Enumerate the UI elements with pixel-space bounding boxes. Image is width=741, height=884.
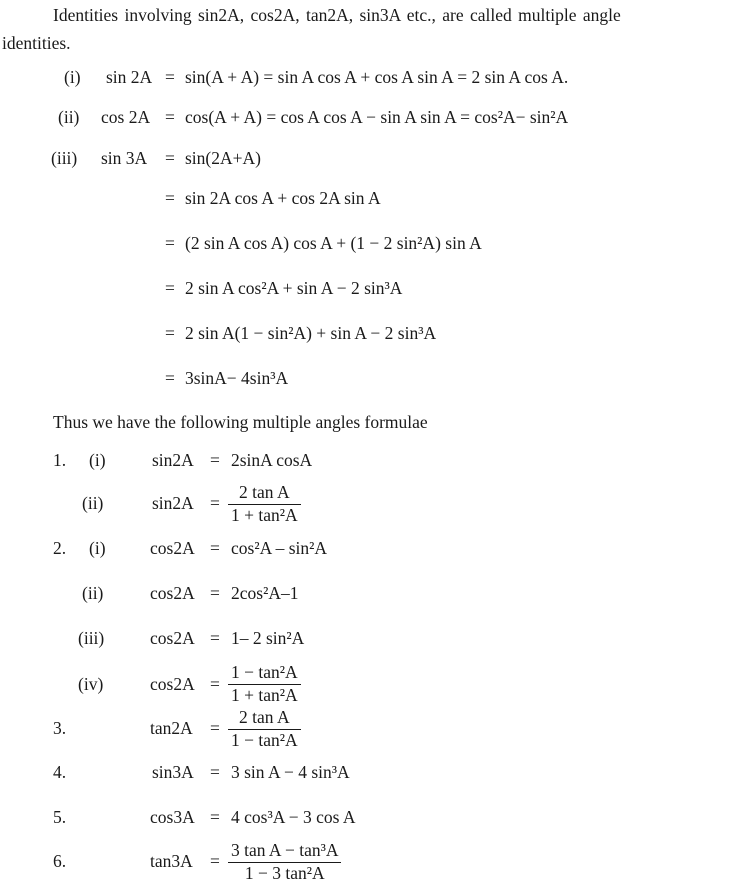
formula-lhs: cos3A — [150, 807, 195, 827]
formula-rhs: 4 cos³A − 3 cos A — [231, 807, 356, 827]
formula-number: 2. — [53, 538, 67, 558]
derivation-rhs: sin(A + A) = sin A cos A + cos A sin A = 2 sin A cos A. — [185, 67, 569, 87]
formula-sub-label: (i) — [89, 538, 106, 558]
summary-intro: Thus we have the following multiple angles formulae — [53, 412, 428, 432]
derivation-label: (iii) — [51, 148, 78, 168]
fraction-numerator: 2 tan A — [228, 484, 301, 505]
formula-lhs: tan2A — [150, 718, 193, 738]
formula-lhs: sin2A — [152, 493, 194, 513]
formula-equals: = — [210, 450, 220, 470]
derivation-equals: = — [165, 67, 175, 87]
formula-equals: = — [210, 807, 220, 827]
intro-line-2: identities. — [2, 33, 71, 53]
formula-lhs: sin2A — [152, 450, 194, 470]
formula-rhs: 1– 2 sin²A — [231, 628, 305, 648]
fraction-denominator: 1 − 3 tan²A — [244, 862, 325, 883]
formula-lhs: cos2A — [150, 583, 195, 603]
step-rhs: 3sinA− 4sin³A — [185, 368, 289, 388]
formula-sub-label: (iv) — [78, 674, 104, 694]
fraction-numerator: 3 tan A − tan³A — [228, 842, 341, 863]
step-rhs: 2 sin A(1 − sin²A) + sin A − 2 sin³A — [185, 323, 437, 343]
formula-number: 6. — [53, 851, 67, 871]
step-equals: = — [165, 233, 175, 253]
formula-fraction — [228, 484, 301, 524]
step-equals: = — [165, 278, 175, 298]
formula-lhs: tan3A — [150, 851, 193, 871]
derivation-rhs: cos(A + A) = cos A cos A − sin A sin A = cos²A− sin²A — [185, 107, 569, 127]
step-rhs: (2 sin A cos A) cos A + (1 − 2 sin²A) sin A — [185, 233, 482, 253]
formula-number: 5. — [53, 807, 67, 827]
formula-equals: = — [210, 628, 220, 648]
step-equals: = — [165, 368, 175, 388]
formula-rhs: 2sinA cosA — [231, 450, 313, 470]
formula-fraction — [228, 842, 341, 882]
formula-equals: = — [210, 851, 220, 871]
formula-sub-label: (ii) — [82, 583, 104, 603]
formula-lhs: cos2A — [150, 538, 195, 558]
formula-sub-label: (iii) — [78, 628, 105, 648]
formula-rhs: 3 sin A − 4 sin³A — [231, 762, 350, 782]
intro-line-1: Identities involving sin2A, cos2A, tan2A, sin3A etc., are called multiple angle — [53, 5, 621, 25]
derivation-rhs: sin(2A+A) — [185, 148, 261, 168]
derivation-equals: = — [165, 148, 175, 168]
formula-lhs: cos2A — [150, 674, 195, 694]
formula-number: 3. — [53, 718, 67, 738]
fraction-denominator: 1 + tan²A — [231, 684, 298, 705]
derivation-lhs: sin 2A — [106, 67, 153, 87]
formula-equals: = — [210, 583, 220, 603]
formula-equals: = — [210, 674, 220, 694]
step-equals: = — [165, 188, 175, 208]
derivation-label: (ii) — [58, 107, 80, 127]
formula-equals: = — [210, 762, 220, 782]
formula-fraction — [228, 709, 301, 749]
formula-equals: = — [210, 493, 220, 513]
fraction-denominator: 1 + tan²A — [231, 504, 298, 525]
formula-lhs: cos2A — [150, 628, 195, 648]
fraction-numerator: 2 tan A — [228, 709, 301, 730]
formula-number: 1. — [53, 450, 67, 470]
step-equals: = — [165, 323, 175, 343]
formula-lhs: sin3A — [152, 762, 194, 782]
formula-rhs: cos²A – sin²A — [231, 538, 328, 558]
step-rhs: 2 sin A cos²A + sin A − 2 sin³A — [185, 278, 403, 298]
formula-sub-label: (i) — [89, 450, 106, 470]
derivation-lhs: sin 3A — [101, 148, 148, 168]
step-rhs: sin 2A cos A + cos 2A sin A — [185, 188, 381, 208]
derivation-lhs: cos 2A — [101, 107, 151, 127]
formula-sub-label: (ii) — [82, 493, 104, 513]
formula-rhs: 2cos²A–1 — [231, 583, 299, 603]
derivation-label: (i) — [64, 67, 81, 87]
formula-fraction — [228, 664, 301, 704]
fraction-numerator: 1 − tan²A — [228, 664, 301, 685]
formula-number: 4. — [53, 762, 67, 782]
formula-equals: = — [210, 538, 220, 558]
derivation-equals: = — [165, 107, 175, 127]
formula-equals: = — [210, 718, 220, 738]
fraction-denominator: 1 − tan²A — [231, 729, 298, 750]
